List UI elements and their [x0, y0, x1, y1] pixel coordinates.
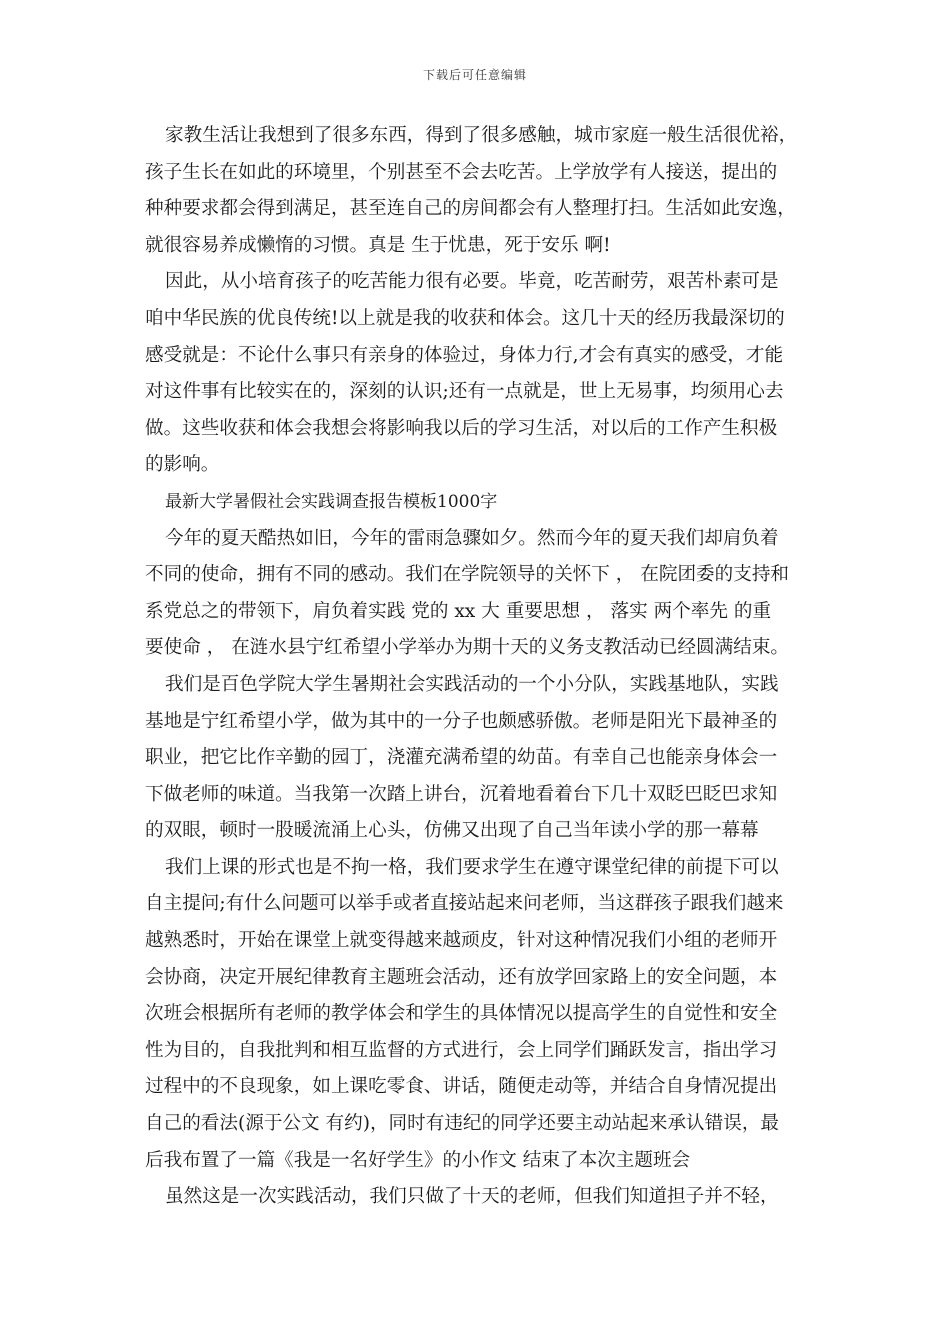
text-line: 虽然这是一次实践活动，我们只做了十天的老师，但我们知道担子并不轻， — [165, 1186, 779, 1208]
document-body — [145, 118, 809, 1216]
paragraph-class-format — [145, 850, 809, 1179]
text-line: 职业，把它比作辛勤的园丁，浇灌充满希望的幼苗。有幸自己也能亲身体会一 — [145, 747, 778, 769]
paragraph-family-tutoring — [145, 118, 809, 264]
text-line: 的影响。 — [145, 454, 220, 476]
text-line: 的双眼，顿时一股暖流涌上心头，仿佛又出现了自己当年读小学的那一幕幕 — [145, 820, 759, 842]
text-line: 我们上课的形式也是不拘一格，我们要求学生在遵守课堂纪律的前提下可以 — [165, 856, 779, 878]
text-line: 后我布置了一篇《我是一名好学生》的小作文 结束了本次主题班会 — [145, 1149, 691, 1171]
text-line: 种种要求都会得到满足，甚至连自己的房间都会有人整理打扫。生活如此安逸， — [145, 198, 796, 220]
text-line: 家教生活让我想到了很多东西，得到了很多感触，城市家庭一般生活很优裕， — [165, 125, 798, 146]
text-line: 性为目的，自我批判和相互监督的方式进行，会上同学们踊跃发言，指出学习 — [145, 1039, 778, 1061]
text-line: 越熟悉时，开始在课堂上就变得越来越顽皮，针对这种情况我们小组的老师开 — [145, 930, 778, 952]
paragraph-conclusion-start — [145, 1179, 809, 1216]
section-heading — [145, 484, 809, 521]
text-line: 自主提问;有什么问题可以举手或者直接站起来问老师，当这群孩子跟我们越来 — [145, 893, 784, 915]
text-line: 要使命 ， 在涟水县宁红希望小学举办为期十天的义务支教活动已经圆满结束。 — [145, 637, 790, 659]
text-line: 因此，从小培育孩子的吃苦能力很有必要。毕竟，吃苦耐劳，艰苦朴素可是 — [165, 271, 779, 293]
text-line: 就很容易养成懒惰的习惯。真是 生于忧患，死于安乐 啊! — [145, 234, 611, 256]
text-line: 咱中华民族的优良传统!以上就是我的收获和体会。这几十天的经历我最深切的 — [145, 307, 785, 329]
paragraph-practice-team — [145, 667, 809, 850]
text-line: 不同的使命，拥有不同的感动。我们在学院领导的关怀下 ， 在院团委的支持和 — [145, 564, 790, 586]
text-line: 过程中的不良现象，如上课吃零食、讲话，随便走动等，并结合自身情况提出 — [145, 1076, 778, 1098]
text-line: 我们是百色学院大学生暑期社会实践活动的一个小分队，实践基地队，实践 — [165, 673, 779, 695]
text-line: 感受就是：不论什么事只有亲身的体验过，身体力行,才会有真实的感受，才能 — [145, 344, 784, 366]
page-header-note: 下载后可任意编辑 — [422, 68, 527, 82]
text-line: 孩子生长在如此的环境里，个别甚至不会去吃苦。上学放学有人接送，提出的 — [145, 161, 778, 183]
text-line: 基地是宁红希望小学，做为其中的一分子也颇感骄傲。老师是阳光下最神圣的 — [145, 710, 778, 732]
text-line: 做。这些收获和体会我想会将影响我以后的学习生活，对以后的工作产生积极 — [145, 417, 778, 439]
text-line: 下做老师的味道。当我第一次踏上讲台，沉着地看着台下几十双眨巴眨巴求知 — [145, 783, 778, 805]
paragraph-hardship-training — [145, 264, 809, 484]
text-line: 次班会根据所有老师的教学体会和学生的具体情况以提高学生的自觉性和安全 — [145, 1003, 778, 1025]
paragraph-summer-mission — [145, 521, 809, 667]
text-line: 今年的夏天酷热如旧，今年的雷雨急骤如夕。然而今年的夏天我们却肩负着 — [165, 527, 779, 549]
text-line: 对这件事有比较实在的，深刻的认识;还有一点就是，世上无易事，均须用心去 — [145, 381, 784, 403]
text-line: 自己的看法(源于公文 有约)，同时有违纪的同学还要主动站起来承认错误，最 — [145, 1113, 780, 1135]
text-line: 会协商，决定开展纪律教育主题班会活动，还有放学回家路上的安全问题，本 — [145, 966, 778, 988]
section-title: 最新大学暑假社会实践调查报告模板1000字 — [165, 491, 498, 512]
text-line: 系党总之的带领下，肩负着实践 党的 xx 大 重要思想 ， 落实 两个率先 的重 — [145, 600, 772, 622]
